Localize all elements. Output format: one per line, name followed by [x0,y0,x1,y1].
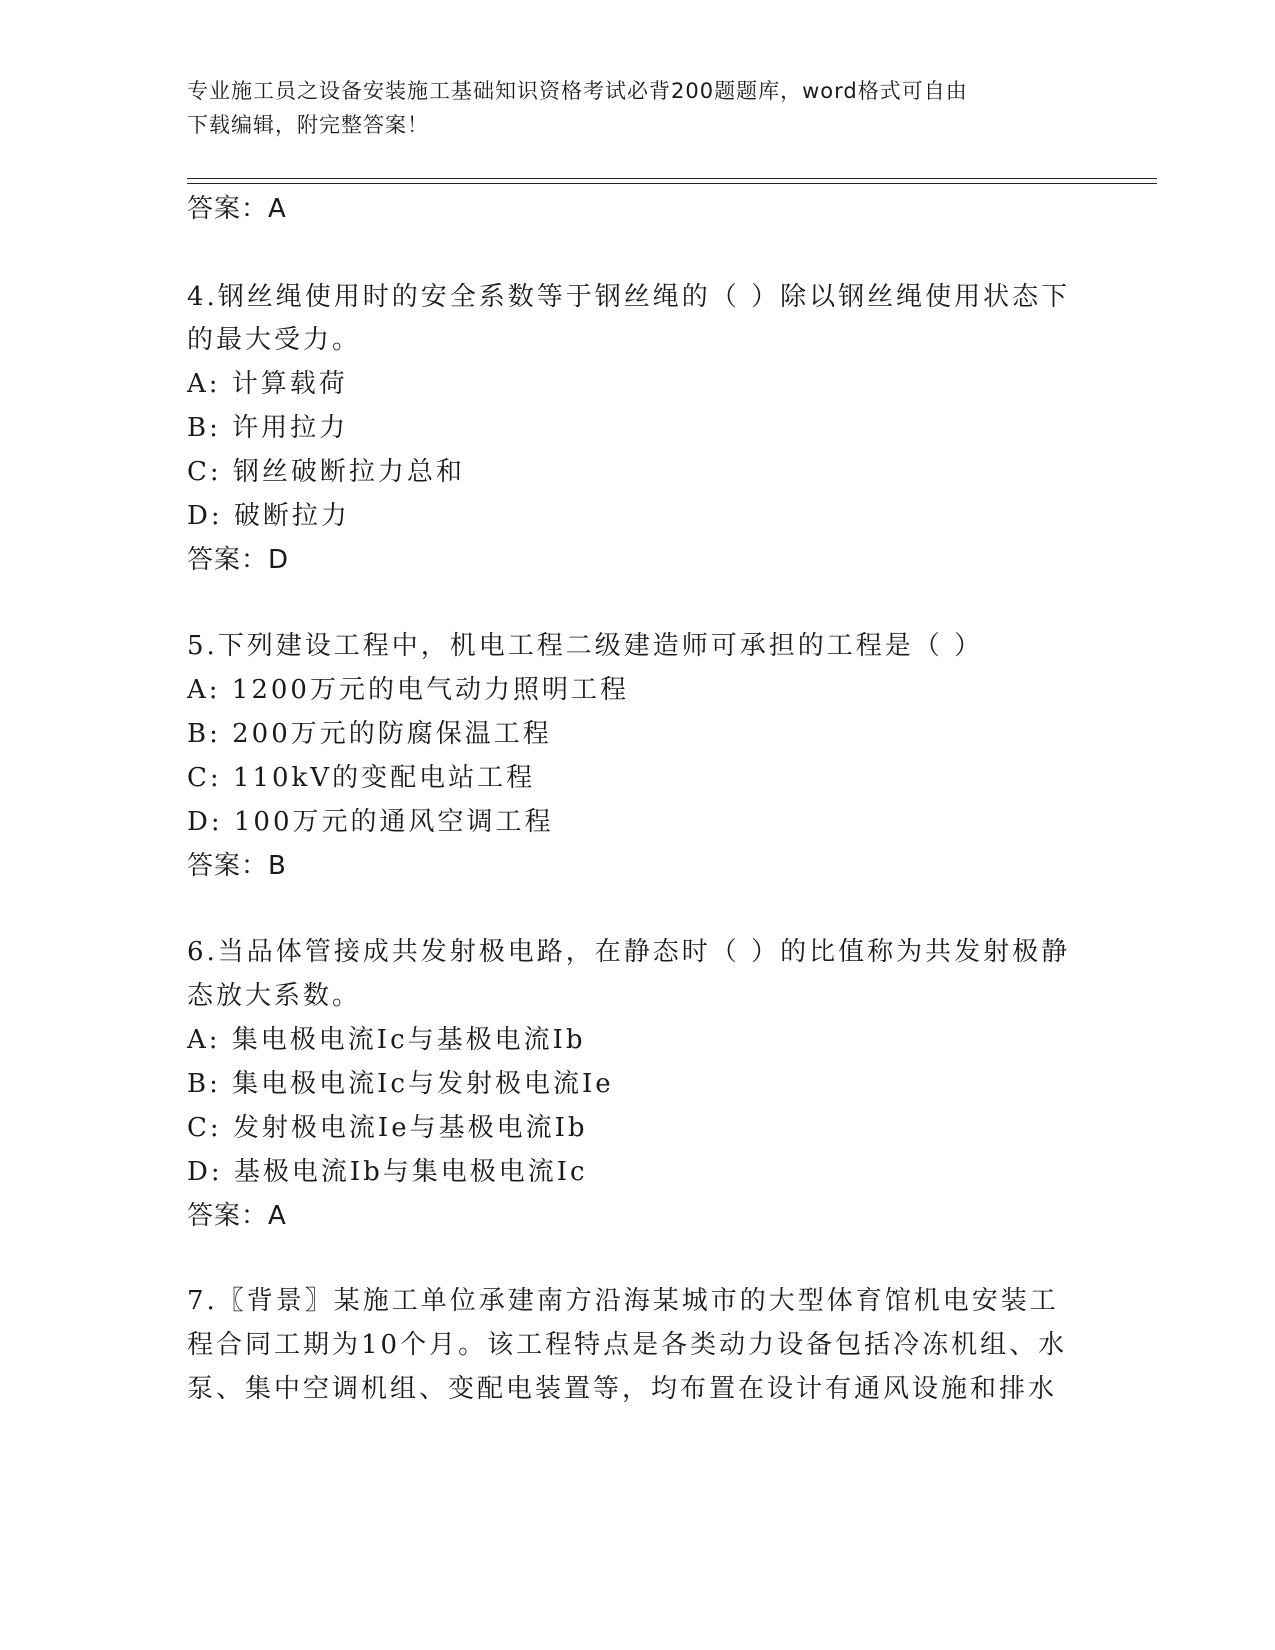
q5-option-a: A: 1200万元的电气动力照明工程 [187,675,629,705]
header-line-1: 专业施工员之设备安装施工基础知识资格考试必背200题题库，word格式可自由 [187,79,968,103]
q6-option-c: C: 发射极电流Ie与基极电流Ib [187,1113,588,1143]
q6-option-b: B: 集电极电流Ic与发射极电流Ie [187,1069,614,1099]
header-rule-bottom [187,183,1157,184]
q6-option-a: A: 集电极电流Ic与基极电流Ib [187,1025,586,1055]
header-line-2: 下载编辑，附完整答案！ [187,113,429,137]
q6-stem-line-2: 态放大系数。 [187,981,362,1011]
q4-stem-line-2: 的最大受力。 [187,325,362,355]
previous-answer: 答案：A [187,194,287,224]
document-header [187,74,1067,142]
q5-option-b: B: 200万元的防腐保温工程 [187,719,552,749]
q6-option-d: D: 基极电流Ib与集电极电流Ic [187,1157,588,1187]
q5-option-c: C: 110kV的变配电站工程 [187,763,536,793]
q4-option-a: A: 计算载荷 [187,369,348,399]
q5-option-d: D: 100万元的通风空调工程 [187,807,554,837]
q5-stem-line-1: 5.下列建设工程中，机电工程二级建造师可承担的工程是（ ） [187,631,984,661]
q6-stem-line-1: 6.当品体管接成共发射极电路，在静态时（ ）的比值称为共发射极静 [187,937,1071,967]
q4-option-d: D: 破断拉力 [187,501,350,531]
q7-stem-line-1: 7.〖背景〗某施工单位承建南方沿海某城市的大型体育馆机电安装工 [187,1286,1059,1316]
q7-stem-line-2: 程合同工期为10个月。该工程特点是各类动力设备包括冷冻机组、水 [187,1330,1068,1360]
q4-stem-line-1: 4.钢丝绳使用时的安全系数等于钢丝绳的（ ）除以钢丝绳使用状态下 [187,282,1071,312]
q4-option-c: C: 钢丝破断拉力总和 [187,457,465,487]
q4-answer: 答案：D [187,545,290,575]
header-rule-top [187,178,1157,179]
q4-option-b: B: 许用拉力 [187,413,349,443]
q5-answer: 答案：B [187,851,287,881]
q6-answer: 答案：A [187,1201,287,1231]
q7-stem-line-3: 泵、集中空调机组、变配电装置等，均布置在设计有通风设施和排水 [187,1374,1058,1404]
